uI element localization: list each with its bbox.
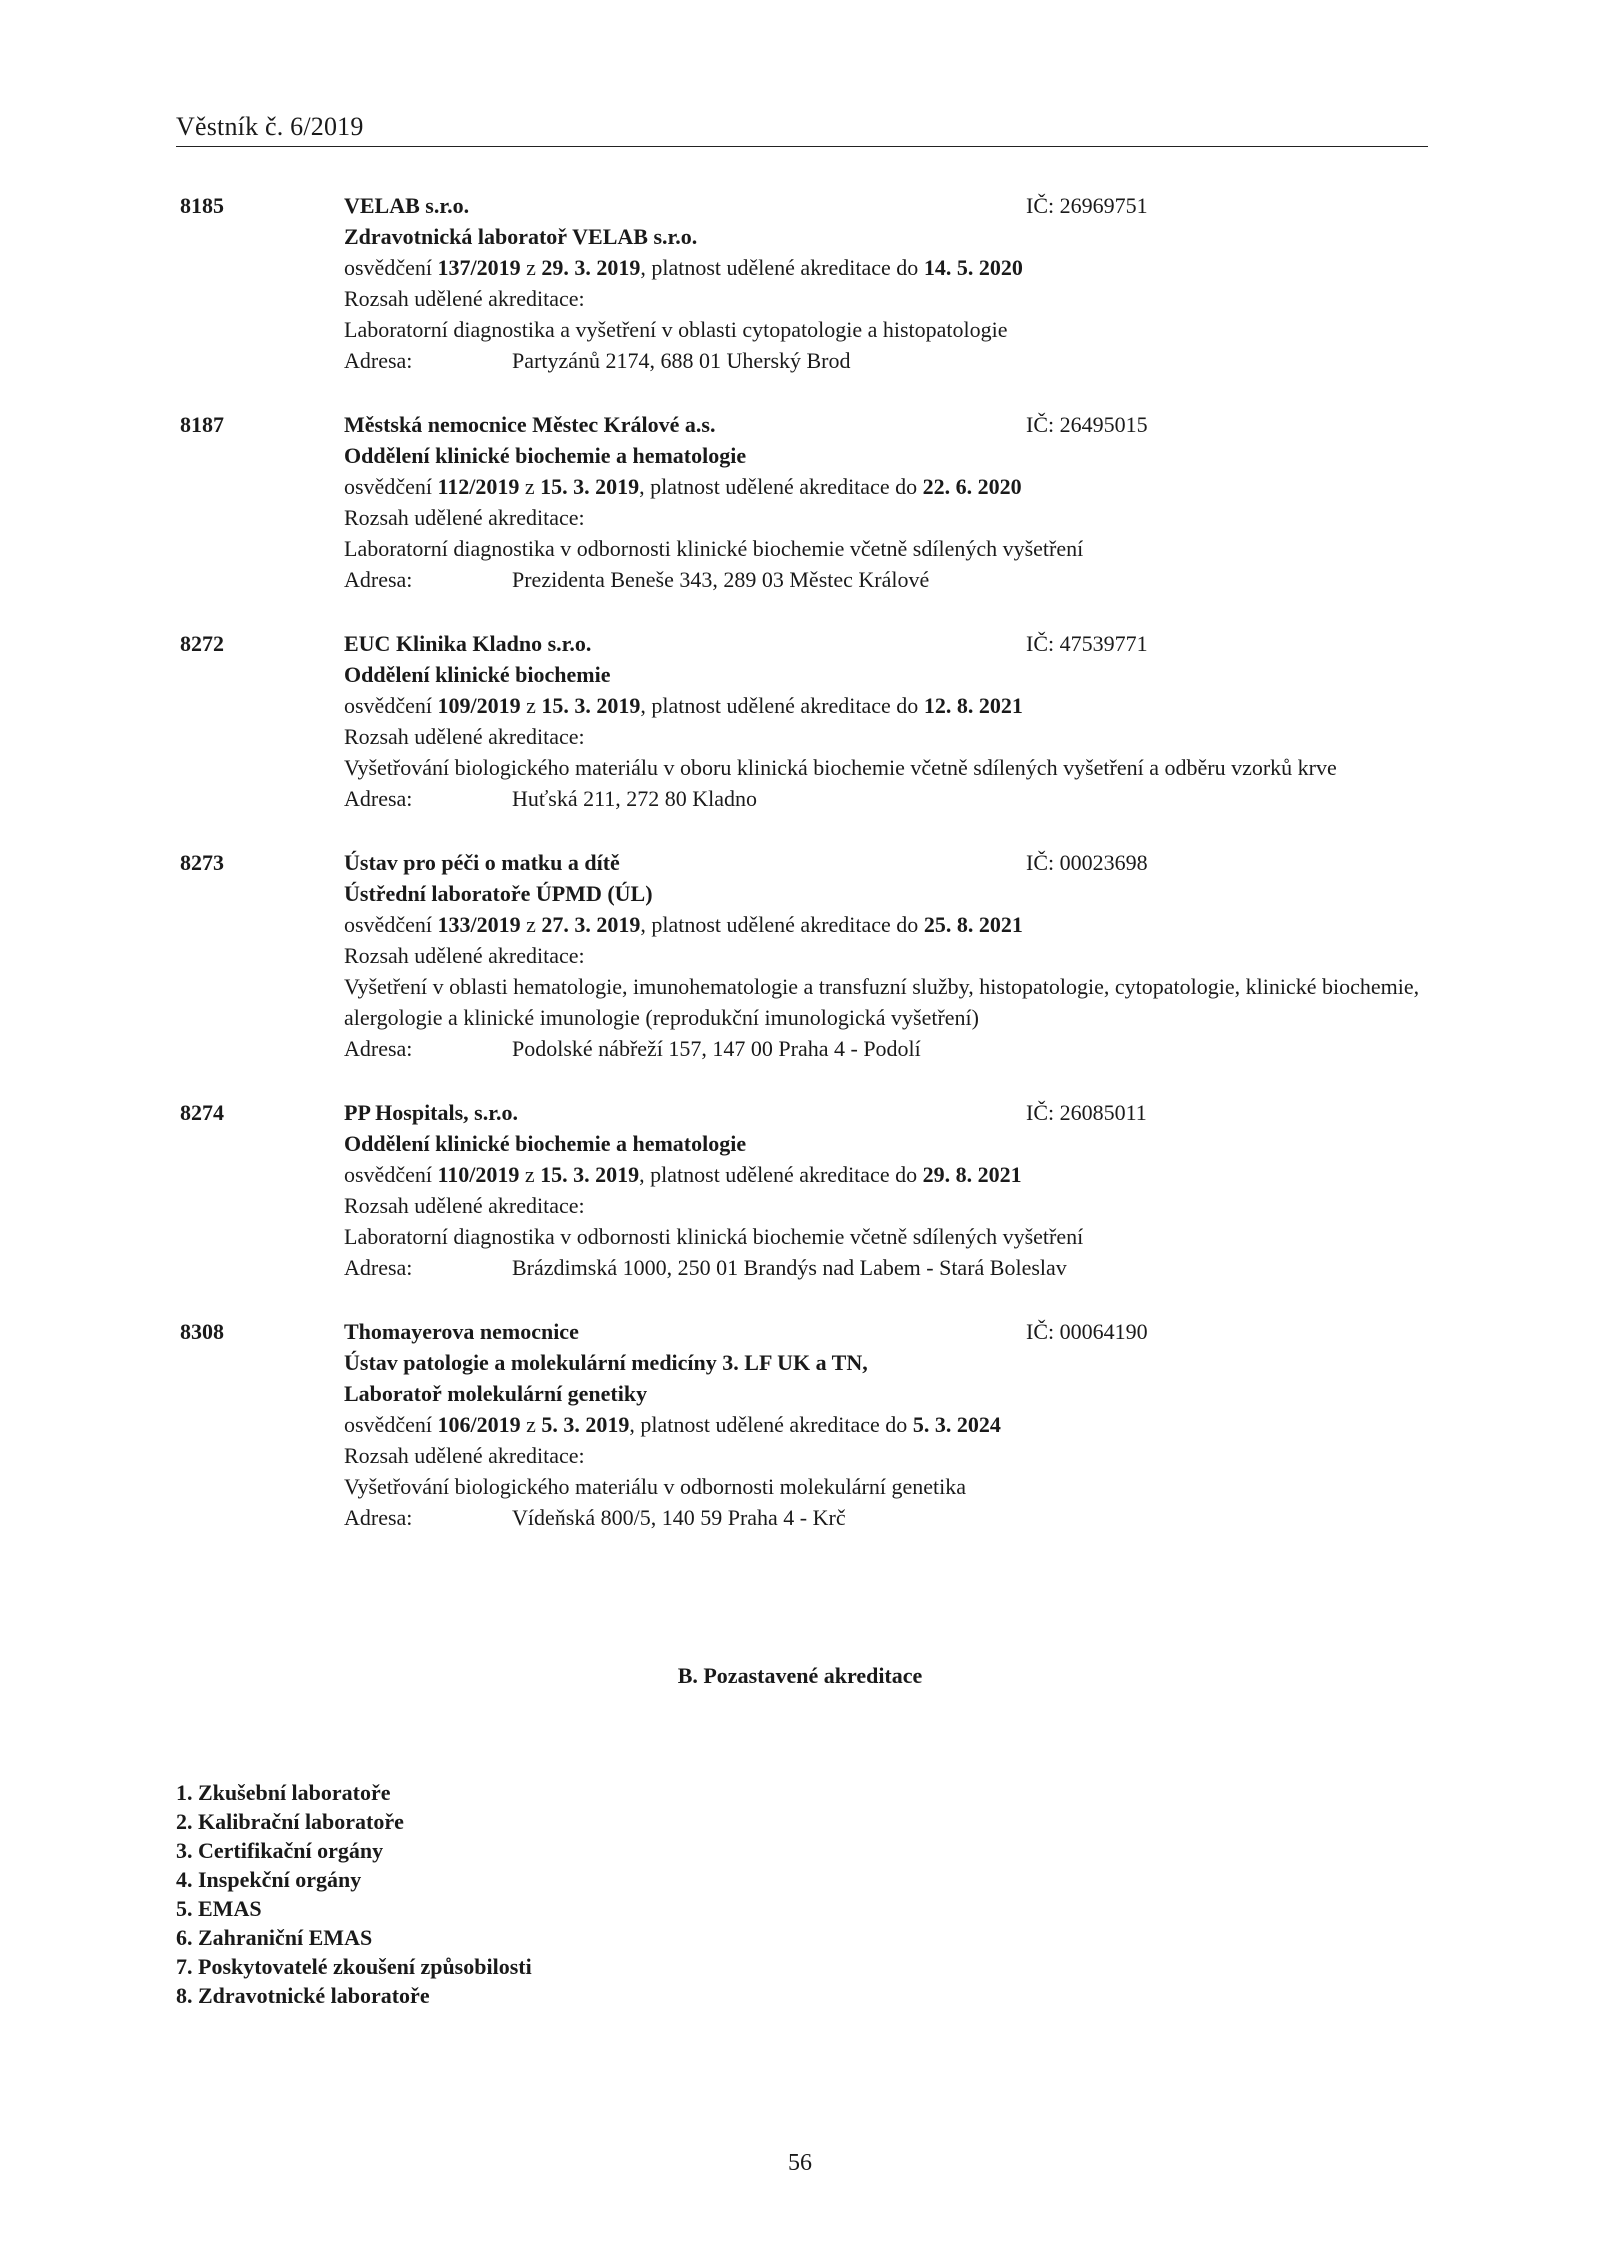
organization-name: Ústav pro péči o matku a dítě	[344, 850, 620, 875]
organization-name: EUC Klinika Kladno s.r.o.	[344, 631, 592, 656]
certificate-line	[344, 1409, 1430, 1440]
address-label: Adresa:	[344, 567, 413, 592]
certificate-line	[344, 909, 1430, 940]
cert-z: z	[520, 912, 542, 937]
list-item: 7. Poskytovatelé zkoušení způsobilosti	[176, 1954, 532, 1979]
scope-label: Rozsah udělené akreditace:	[344, 286, 585, 311]
department-name: Ústřední laboratoře ÚPMD (ÚL)	[344, 881, 653, 906]
cert-prefix: osvědčení	[344, 1162, 438, 1187]
department-name: Oddělení klinické biochemie	[344, 662, 611, 687]
list-item: 5. EMAS	[176, 1896, 262, 1921]
scope-text: Vyšetřování biologického materiálu v oboru klinická biochemie včetně sdílených vyšetření a odběru vzorků krve	[344, 755, 1337, 780]
entry-title-row	[344, 409, 1430, 440]
entry-body	[344, 847, 1430, 1064]
cert-date: 5. 3. 2019	[541, 1412, 630, 1437]
cert-middle: , platnost udělené akreditace do	[629, 1412, 913, 1437]
department-name-sub: Laboratoř molekulární genetiky	[344, 1381, 648, 1406]
cert-valid-until: 25. 8. 2021	[923, 912, 1023, 937]
address-row	[344, 1252, 1430, 1283]
address-row	[344, 1502, 1430, 1533]
organization-name: Thomayerova nemocnice	[344, 1319, 579, 1344]
entry-body	[344, 1097, 1430, 1283]
cert-middle: , platnost udělené akreditace do	[640, 255, 924, 280]
cert-number: 112/2019	[437, 474, 520, 499]
cert-middle: , platnost udělené akreditace do	[640, 912, 924, 937]
certificate-line	[344, 252, 1430, 283]
entry-title-row	[344, 1097, 1430, 1128]
company-id: IČ: 26085011	[1026, 1100, 1147, 1125]
certificate-line	[344, 1159, 1430, 1190]
list-item: 2. Kalibrační laboratoře	[176, 1809, 404, 1834]
scope-label: Rozsah udělené akreditace:	[344, 943, 585, 968]
entry-number: 8274	[180, 1100, 224, 1125]
entry-number: 8273	[180, 850, 224, 875]
journal-title: Věstník č. 6/2019	[176, 112, 364, 141]
scope-text: Laboratorní diagnostika v odbornosti klinické biochemie včetně sdílených vyšetření	[344, 536, 1084, 561]
cert-z: z	[520, 693, 542, 718]
address-row	[344, 783, 1430, 814]
cert-date: 27. 3. 2019	[541, 912, 641, 937]
cert-number: 110/2019	[437, 1162, 520, 1187]
department-name: Zdravotnická laboratoř VELAB s.r.o.	[344, 224, 698, 249]
entry-body	[344, 409, 1430, 595]
cert-valid-until: 29. 8. 2021	[922, 1162, 1022, 1187]
cert-valid-until: 14. 5. 2020	[923, 255, 1023, 280]
entry-8274	[180, 1097, 1430, 1283]
company-id: IČ: 00023698	[1026, 850, 1148, 875]
cert-valid-until: 12. 8. 2021	[923, 693, 1023, 718]
entry-8272	[180, 628, 1430, 814]
entry-8187	[180, 409, 1430, 595]
cert-prefix: osvědčení	[344, 474, 438, 499]
scope-label: Rozsah udělené akreditace:	[344, 724, 585, 749]
page-number: 56	[788, 2150, 812, 2176]
cert-prefix: osvědčení	[344, 255, 438, 280]
cert-prefix: osvědčení	[344, 1412, 438, 1437]
company-id: IČ: 26969751	[1026, 193, 1148, 218]
entry-number: 8272	[180, 631, 224, 656]
address-label: Adresa:	[344, 786, 413, 811]
list-item: 4. Inspekční orgány	[176, 1867, 362, 1892]
department-name: Oddělení klinické biochemie a hematologie	[344, 443, 747, 468]
cert-prefix: osvědčení	[344, 912, 438, 937]
list-item: 1. Zkušební laboratoře	[176, 1780, 391, 1805]
entry-body	[344, 1316, 1430, 1533]
cert-date: 15. 3. 2019	[541, 693, 641, 718]
cert-z: z	[519, 474, 541, 499]
address-value: Prezidenta Beneše 343, 289 03 Městec Králové	[512, 567, 930, 592]
list-item: 6. Zahraniční EMAS	[176, 1925, 373, 1950]
entry-number: 8308	[180, 1319, 224, 1344]
cert-number: 106/2019	[437, 1412, 521, 1437]
cert-middle: , platnost udělené akreditace do	[640, 693, 924, 718]
cert-number: 133/2019	[437, 912, 521, 937]
address-label: Adresa:	[344, 348, 413, 373]
address-label: Adresa:	[344, 1255, 413, 1280]
cert-middle: , platnost udělené akreditace do	[639, 1162, 923, 1187]
cert-prefix: osvědčení	[344, 693, 438, 718]
entry-body	[344, 628, 1430, 814]
entry-title-row	[344, 847, 1430, 878]
address-row	[344, 1033, 1430, 1064]
organization-name: PP Hospitals, s.r.o.	[344, 1100, 518, 1125]
company-id: IČ: 47539771	[1026, 631, 1148, 656]
address-value: Partyzánů 2174, 688 01 Uherský Brod	[512, 348, 851, 373]
cert-z: z	[519, 1162, 541, 1187]
cert-z: z	[520, 1412, 542, 1437]
list-item: 8. Zdravotnické laboratoře	[176, 1983, 430, 2008]
organization-name: VELAB s.r.o.	[344, 193, 470, 218]
certificate-line	[344, 471, 1430, 502]
entry-number: 8187	[180, 412, 224, 437]
entry-title-row	[344, 1316, 1430, 1347]
accreditation-entries	[180, 190, 1430, 1566]
department-name: Oddělení klinické biochemie a hematologie	[344, 1131, 747, 1156]
cert-date: 15. 3. 2019	[540, 474, 640, 499]
entry-body	[344, 190, 1430, 376]
company-id: IČ: 00064190	[1026, 1319, 1148, 1344]
company-id: IČ: 26495015	[1026, 412, 1148, 437]
address-label: Adresa:	[344, 1036, 413, 1061]
scope-label: Rozsah udělené akreditace:	[344, 1193, 585, 1218]
entry-title-row	[344, 190, 1430, 221]
cert-valid-until: 22. 6. 2020	[922, 474, 1022, 499]
scope-text: Vyšetřování biologického materiálu v odbornosti molekulární genetika	[344, 1474, 966, 1499]
cert-date: 29. 3. 2019	[541, 255, 641, 280]
organization-name: Městská nemocnice Městec Králové a.s.	[344, 412, 716, 437]
scope-label: Rozsah udělené akreditace:	[344, 505, 585, 530]
address-value: Podolské nábřeží 157, 147 00 Praha 4 - Podolí	[512, 1036, 921, 1061]
scope-text: Laboratorní diagnostika v odbornosti klinická biochemie včetně sdílených vyšetření	[344, 1224, 1084, 1249]
cert-number: 109/2019	[437, 693, 521, 718]
cert-valid-until: 5. 3. 2024	[912, 1412, 1001, 1437]
address-value: Brázdimská 1000, 250 01 Brandýs nad Labem - Stará Boleslav	[512, 1255, 1067, 1280]
scope-text: Laboratorní diagnostika a vyšetření v oblasti cytopatologie a histopatologie	[344, 317, 1008, 342]
entry-8308	[180, 1316, 1430, 1533]
certificate-line	[344, 690, 1430, 721]
entry-title-row	[344, 628, 1430, 659]
entry-8273	[180, 847, 1430, 1064]
cert-date: 15. 3. 2019	[540, 1162, 640, 1187]
department-name: Ústav patologie a molekulární medicíny 3. LF UK a TN,	[344, 1350, 868, 1375]
scope-label: Rozsah udělené akreditace:	[344, 1443, 585, 1468]
cert-middle: , platnost udělené akreditace do	[639, 474, 923, 499]
scope-text: Vyšetření v oblasti hematologie, imunohematologie a transfuzní služby, histopatologie, cytopatologie, klinické biochemie, alergologie a klinické imunologie (reprodukční imunologická vyšetření)	[344, 974, 1420, 1030]
cert-z: z	[520, 255, 542, 280]
address-value: Huťská 211, 272 80 Kladno	[512, 786, 758, 811]
page-header	[176, 110, 1428, 147]
cert-number: 137/2019	[437, 255, 521, 280]
address-row	[344, 345, 1430, 376]
entry-number: 8185	[180, 193, 224, 218]
address-label: Adresa:	[344, 1505, 413, 1530]
address-value: Vídeňská 800/5, 140 59 Praha 4 - Krč	[512, 1505, 846, 1530]
section-b-heading: B. Pozastavené akreditace	[677, 1663, 923, 1688]
address-row	[344, 564, 1430, 595]
list-item: 3. Certifikační orgány	[176, 1838, 384, 1863]
category-list	[176, 1778, 532, 2010]
entry-8185	[180, 190, 1430, 376]
